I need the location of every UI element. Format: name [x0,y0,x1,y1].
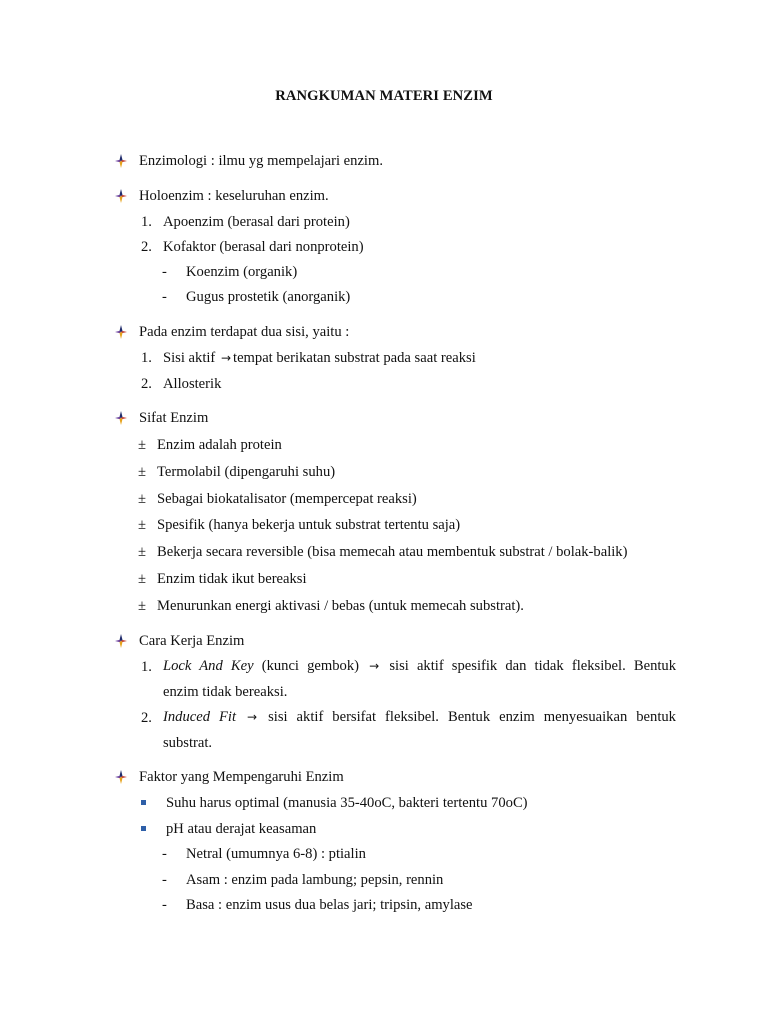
item-text: Bekerja secara reversible (bisa memecah atau membentuk substrat / bolak-balik) [157,544,628,560]
item-text: Netral (umumnya 6-8) : ptialin [186,846,366,862]
item-text: Gugus prostetik (anorganik) [186,289,351,305]
dash-marker: - [162,264,167,280]
item-number: 2. [141,376,152,392]
item-text: Spesifik (hanya bekerja untuk substrat tertentu saja) [157,517,461,533]
item-text-part: tempat berikatan substrat pada saat reaksi [233,350,476,366]
four-point-star-bullet-icon [114,153,128,169]
heading-text: Pada enzim terdapat dua sisi, yaitu : [139,324,350,340]
list-item-paragraph [163,705,676,756]
plus-minus-marker: ± [138,491,147,507]
item-text-part: (kunci gembok) [261,658,359,674]
item-text: Basa : enzim usus dua belas jari; tripsin, amylase [186,897,473,913]
heading-text: Enzimologi : ilmu yg mempelajari enzim. [139,153,383,169]
four-point-star-bullet-icon [114,633,128,649]
heading-text: Sifat Enzim [139,410,209,426]
list-item-paragraph [163,654,676,705]
document-title: RANGKUMAN MATERI ENZIM [275,88,493,104]
square-bullet-icon [141,800,146,805]
dash-marker: - [162,872,167,888]
item-text: Termolabil (dipengaruhi suhu) [157,464,336,480]
item-text: pH atau derajat keasaman [166,821,317,837]
right-arrow-icon: → [220,351,232,365]
heading-text: Holoenzim : keseluruhan enzim. [139,188,329,204]
four-point-star-bullet-icon [114,324,128,340]
item-text: Koenzim (organik) [186,264,298,280]
four-point-star-bullet-icon [114,188,128,204]
four-point-star-bullet-icon [114,410,128,426]
item-number: 1. [141,659,152,675]
plus-minus-marker: ± [138,598,147,614]
item-number: 2. [141,710,152,726]
heading-text: Faktor yang Mempengaruhi Enzim [139,769,344,785]
term-italic: Induced Fit [163,709,237,725]
dash-marker: - [162,897,167,913]
item-text: Enzim tidak ikut bereaksi [157,571,307,587]
item-text-part: Sisi aktif [163,350,216,366]
plus-minus-marker: ± [138,517,147,533]
paragraph-line: enzim tidak bereaksi. [163,683,288,700]
item-text-part: sisi aktif spesifik dan tidak fleksibel. Bentuk [389,658,677,674]
item-text: Apoenzim (berasal dari protein) [163,214,350,230]
plus-minus-marker: ± [138,437,147,453]
item-text: Suhu harus optimal (manusia 35-40oC, bakteri tertentu 70oC) [166,795,528,811]
dash-marker: - [162,846,167,862]
paragraph-line [163,705,676,731]
right-arrow-icon: → [369,659,380,673]
paragraph-line [163,654,676,680]
right-arrow-icon: → [247,710,258,724]
item-number: 2. [141,239,152,255]
item-text: Enzim adalah protein [157,437,282,453]
item-text: Sebagai biokatalisator (mempercepat reaksi) [157,491,417,507]
item-text: Asam : enzim pada lambung; pepsin, rennin [186,872,444,888]
plus-minus-marker: ± [138,571,147,587]
paragraph-line: substrat. [163,734,213,751]
dash-marker: - [162,289,167,305]
plus-minus-marker: ± [138,464,147,480]
item-number: 1. [141,350,152,366]
square-bullet-icon [141,826,146,831]
four-point-star-bullet-icon [114,769,128,785]
item-number: 1. [141,214,152,230]
heading-text: Cara Kerja Enzim [139,633,245,649]
item-text: Allosterik [163,376,222,392]
item-text-part: sisi aktif bersifat fleksibel. Bentuk enzim menyesuaikan bentuk [268,709,676,725]
term-italic: Lock And Key [163,658,254,674]
item-text [163,349,476,367]
item-text: Menurunkan energi aktivasi / bebas (untuk memecah substrat). [157,598,524,614]
plus-minus-marker: ± [138,544,147,560]
item-text: Kofaktor (berasal dari nonprotein) [163,239,364,255]
